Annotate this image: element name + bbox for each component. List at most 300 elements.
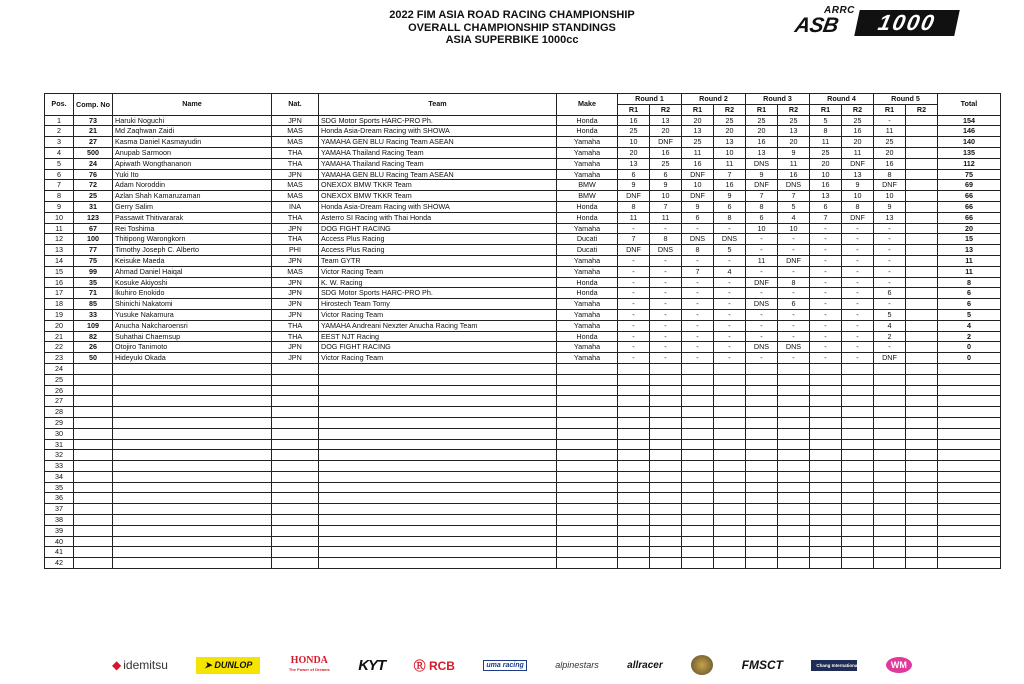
total-points-cell: 146 (938, 126, 1001, 137)
race-result-cell: - (618, 288, 650, 299)
make-cell: Yamaha (557, 223, 618, 234)
race-result-cell: - (650, 288, 682, 299)
race-result-cell: - (778, 309, 810, 320)
race-result-cell: - (650, 353, 682, 364)
empty-cell (842, 374, 874, 385)
table-row (45, 299, 1001, 310)
race-result-cell: - (842, 320, 874, 331)
empty-cell (319, 363, 557, 374)
rider-name-cell: Thitipong Warongkorn (113, 234, 272, 245)
empty-cell (272, 471, 319, 482)
empty-cell (682, 407, 714, 418)
empty-cell (272, 515, 319, 526)
empty-cell (113, 493, 272, 504)
empty-cell (842, 396, 874, 407)
pos-cell: 35 (45, 482, 74, 493)
race-result-cell: 16 (682, 158, 714, 169)
empty-cell (938, 482, 1001, 493)
empty-cell (906, 504, 938, 515)
empty-cell (319, 450, 557, 461)
nationality-cell: MAS (272, 137, 319, 148)
pos-cell: 28 (45, 407, 74, 418)
col-header-round-4-r2: R2 (842, 104, 874, 115)
empty-cell (272, 374, 319, 385)
empty-table-row (45, 461, 1001, 472)
empty-cell (557, 439, 618, 450)
empty-cell (938, 515, 1001, 526)
race-result-cell: - (842, 353, 874, 364)
empty-cell (319, 396, 557, 407)
sponsor-label: alpinestars (555, 660, 599, 670)
nationality-cell: JPN (272, 288, 319, 299)
empty-cell (557, 396, 618, 407)
race-result-cell: 7 (778, 191, 810, 202)
empty-cell (272, 363, 319, 374)
empty-cell (746, 396, 778, 407)
race-result-cell: 25 (874, 137, 906, 148)
race-result-cell: - (842, 266, 874, 277)
nationality-cell: JPN (272, 353, 319, 364)
table-row (45, 115, 1001, 126)
race-result-cell: - (682, 320, 714, 331)
empty-cell (272, 407, 319, 418)
empty-cell (682, 504, 714, 515)
sponsor-strip (112, 652, 912, 678)
empty-cell (618, 407, 650, 418)
empty-cell (842, 417, 874, 428)
race-result-cell: 4 (778, 212, 810, 223)
nationality-cell: THA (272, 147, 319, 158)
race-result-cell: DNF (842, 158, 874, 169)
race-result-cell: 5 (778, 201, 810, 212)
race-result-cell: - (682, 299, 714, 310)
empty-cell (618, 428, 650, 439)
race-result-cell: 7 (746, 191, 778, 202)
empty-table-row (45, 558, 1001, 569)
empty-cell (618, 504, 650, 515)
empty-cell (682, 471, 714, 482)
make-cell: Yamaha (557, 299, 618, 310)
race-result-cell (906, 266, 938, 277)
empty-cell (938, 428, 1001, 439)
rider-name-cell: Azlan Shah Kamaruzaman (113, 191, 272, 202)
nationality-cell: INA (272, 201, 319, 212)
race-result-cell: - (810, 299, 842, 310)
empty-cell (906, 396, 938, 407)
total-points-cell: 5 (938, 309, 1001, 320)
race-result-cell: 7 (810, 212, 842, 223)
comp-no-cell: 77 (74, 245, 113, 256)
nationality-cell: PHI (272, 245, 319, 256)
empty-cell (557, 428, 618, 439)
asb1000-logo (795, 5, 960, 37)
race-result-cell: 11 (650, 212, 682, 223)
sponsor-logo-honda (289, 656, 330, 674)
table-row (45, 245, 1001, 256)
sponsor-label: idemitsu (123, 658, 168, 672)
empty-cell (874, 515, 906, 526)
empty-cell (810, 504, 842, 515)
col-header-round-2: Round 2 (682, 94, 746, 105)
sponsor-label: FMSCT (741, 658, 783, 672)
comp-no-cell: 76 (74, 169, 113, 180)
empty-cell (618, 471, 650, 482)
race-result-cell: - (714, 342, 746, 353)
comp-no-cell: 85 (74, 299, 113, 310)
empty-cell (557, 385, 618, 396)
col-header-total: Total (938, 94, 1001, 116)
race-result-cell: - (778, 234, 810, 245)
empty-cell (778, 461, 810, 472)
empty-cell (842, 407, 874, 418)
race-result-cell: 8 (650, 234, 682, 245)
nationality-cell: THA (272, 212, 319, 223)
empty-cell (557, 547, 618, 558)
team-cell: YAMAHA Thailand Racing Team (319, 158, 557, 169)
race-result-cell: - (714, 331, 746, 342)
empty-cell (938, 471, 1001, 482)
pos-cell: 5 (45, 158, 74, 169)
race-result-cell: - (650, 309, 682, 320)
race-result-cell: - (810, 255, 842, 266)
race-result-cell: 25 (810, 147, 842, 158)
empty-cell (906, 407, 938, 418)
empty-cell (113, 504, 272, 515)
empty-cell (874, 558, 906, 569)
pos-cell: 40 (45, 536, 74, 547)
pos-cell: 16 (45, 277, 74, 288)
race-result-cell: - (874, 277, 906, 288)
team-cell: YAMAHA GEN BLU Racing Team ASEAN (319, 169, 557, 180)
empty-cell (874, 385, 906, 396)
race-result-cell: - (714, 223, 746, 234)
empty-cell (618, 385, 650, 396)
empty-cell (650, 461, 682, 472)
rider-name-cell: Ikuhiro Enokido (113, 288, 272, 299)
race-result-cell: 20 (746, 126, 778, 137)
empty-cell (272, 450, 319, 461)
empty-cell (842, 428, 874, 439)
race-result-cell: - (810, 331, 842, 342)
empty-cell (557, 471, 618, 482)
empty-cell (938, 547, 1001, 558)
race-result-cell: 16 (746, 137, 778, 148)
empty-cell (778, 396, 810, 407)
race-result-cell: - (810, 309, 842, 320)
empty-cell (650, 536, 682, 547)
team-cell: ONEXOX BMW TKKR Team (319, 191, 557, 202)
empty-table-row (45, 374, 1001, 385)
empty-cell (714, 374, 746, 385)
race-result-cell: 25 (618, 126, 650, 137)
empty-table-row (45, 450, 1001, 461)
race-result-cell: 6 (650, 169, 682, 180)
race-result-cell: - (682, 309, 714, 320)
empty-cell (842, 471, 874, 482)
total-points-cell: 0 (938, 342, 1001, 353)
empty-cell (810, 547, 842, 558)
race-result-cell (906, 234, 938, 245)
col-header-round-1: Round 1 (618, 94, 682, 105)
pos-cell: 26 (45, 385, 74, 396)
empty-cell (650, 374, 682, 385)
sponsor-logo-kyt (358, 657, 385, 674)
empty-cell (874, 525, 906, 536)
empty-cell (938, 439, 1001, 450)
empty-cell (906, 428, 938, 439)
empty-cell (906, 374, 938, 385)
empty-cell (650, 482, 682, 493)
pos-cell: 33 (45, 461, 74, 472)
rider-name-cell: Anupab Sarmoon (113, 147, 272, 158)
race-result-cell: DNF (842, 212, 874, 223)
sponsor-label: KYT (358, 656, 386, 674)
race-result-cell (906, 223, 938, 234)
pos-cell: 12 (45, 234, 74, 245)
empty-cell (714, 417, 746, 428)
race-result-cell: - (618, 277, 650, 288)
nationality-cell: JPN (272, 277, 319, 288)
sponsor-label: HONDA (290, 655, 328, 666)
race-result-cell: - (746, 245, 778, 256)
race-result-cell: 13 (682, 126, 714, 137)
empty-cell (74, 439, 113, 450)
race-result-cell: - (618, 342, 650, 353)
empty-cell (618, 363, 650, 374)
sponsor-logo-rcb (414, 657, 455, 674)
col-header-round-3: Round 3 (746, 94, 810, 105)
rcb-mark-icon: Ⓡ (413, 658, 429, 673)
empty-cell (938, 374, 1001, 385)
race-result-cell: 7 (682, 266, 714, 277)
race-result-cell: - (874, 223, 906, 234)
empty-cell (906, 439, 938, 450)
race-result-cell: - (810, 223, 842, 234)
empty-table-row (45, 471, 1001, 482)
race-result-cell: - (682, 288, 714, 299)
race-result-cell (906, 299, 938, 310)
empty-cell (113, 428, 272, 439)
empty-cell (746, 525, 778, 536)
nationality-cell: MAS (272, 266, 319, 277)
race-result-cell: 9 (650, 180, 682, 191)
empty-cell (650, 547, 682, 558)
empty-cell (906, 536, 938, 547)
empty-cell (906, 547, 938, 558)
empty-cell (938, 417, 1001, 428)
race-result-cell: 8 (842, 201, 874, 212)
race-result-cell: DNS (746, 299, 778, 310)
race-result-cell: 20 (874, 147, 906, 158)
race-result-cell (906, 320, 938, 331)
race-result-cell: 25 (682, 137, 714, 148)
race-result-cell: 11 (714, 158, 746, 169)
empty-cell (874, 450, 906, 461)
empty-table-row (45, 439, 1001, 450)
empty-cell (746, 536, 778, 547)
pos-cell: 9 (45, 201, 74, 212)
race-result-cell: - (618, 266, 650, 277)
race-result-cell: 6 (714, 201, 746, 212)
empty-cell (113, 385, 272, 396)
rider-name-cell: Md Zaqhwan Zaidi (113, 126, 272, 137)
empty-cell (74, 363, 113, 374)
empty-cell (874, 396, 906, 407)
empty-cell (906, 417, 938, 428)
race-result-cell: - (746, 331, 778, 342)
empty-cell (842, 461, 874, 472)
logo-1000-text: 1000 (854, 10, 960, 36)
empty-cell (842, 482, 874, 493)
sponsor-logo-uma (483, 660, 526, 671)
nationality-cell: THA (272, 158, 319, 169)
col-header-round-2-r1: R1 (682, 104, 714, 115)
table-row (45, 309, 1001, 320)
race-result-cell: 6 (618, 169, 650, 180)
empty-cell (113, 461, 272, 472)
race-result-cell: 7 (650, 201, 682, 212)
empty-cell (74, 450, 113, 461)
empty-cell (682, 558, 714, 569)
rider-name-cell: Anucha Nakcharoensri (113, 320, 272, 331)
race-result-cell: - (874, 234, 906, 245)
empty-cell (319, 385, 557, 396)
nationality-cell: JPN (272, 342, 319, 353)
rider-name-cell: Hideyuki Okada (113, 353, 272, 364)
header-row-1 (45, 94, 1001, 105)
comp-no-cell: 24 (74, 158, 113, 169)
pos-cell: 30 (45, 428, 74, 439)
race-result-cell: DNS (682, 234, 714, 245)
race-result-cell (906, 191, 938, 202)
empty-cell (810, 482, 842, 493)
empty-cell (618, 461, 650, 472)
comp-no-cell: 75 (74, 255, 113, 266)
race-result-cell: - (874, 299, 906, 310)
empty-cell (714, 396, 746, 407)
sponsor-logo-alpinestars (555, 660, 599, 670)
race-result-cell: - (778, 353, 810, 364)
pos-cell: 23 (45, 353, 74, 364)
race-result-cell: 16 (842, 126, 874, 137)
empty-table-row (45, 525, 1001, 536)
team-cell: DOG FIGHT RACING (319, 342, 557, 353)
rider-name-cell: Otojiro Tanimoto (113, 342, 272, 353)
empty-cell (319, 461, 557, 472)
empty-cell (938, 525, 1001, 536)
race-result-cell (906, 353, 938, 364)
race-result-cell (906, 158, 938, 169)
race-result-cell: DNF (746, 180, 778, 191)
total-points-cell: 0 (938, 353, 1001, 364)
empty-cell (682, 450, 714, 461)
race-result-cell: 25 (714, 115, 746, 126)
race-result-cell: 16 (650, 147, 682, 158)
race-result-cell: 11 (746, 255, 778, 266)
race-result-cell: - (842, 245, 874, 256)
empty-cell (272, 461, 319, 472)
race-result-cell: DNS (746, 342, 778, 353)
rider-name-cell: Timothy Joseph C. Alberto (113, 245, 272, 256)
sponsor-label: allracer (627, 659, 663, 671)
race-result-cell: 4 (874, 320, 906, 331)
race-result-cell: - (778, 331, 810, 342)
title-line-1: 2022 FIM ASIA ROAD RACING CHAMPIONSHIP (389, 9, 635, 21)
race-result-cell: - (714, 299, 746, 310)
empty-cell (874, 504, 906, 515)
team-cell: Access Plus Racing (319, 245, 557, 256)
empty-cell (714, 558, 746, 569)
sponsor-label: DUNLOP (214, 659, 253, 670)
total-points-cell: 13 (938, 245, 1001, 256)
empty-cell (810, 363, 842, 374)
make-cell: Yamaha (557, 147, 618, 158)
rider-name-cell: Gerry Salim (113, 201, 272, 212)
pos-cell: 18 (45, 299, 74, 310)
race-result-cell: - (746, 320, 778, 331)
title-line-2: OVERALL CHAMPIONSHIP STANDINGS (408, 21, 616, 34)
empty-cell (557, 417, 618, 428)
empty-cell (778, 385, 810, 396)
race-result-cell (906, 277, 938, 288)
race-result-cell: - (746, 309, 778, 320)
race-result-cell: 8 (778, 277, 810, 288)
empty-cell (650, 504, 682, 515)
team-cell: YAMAHA GEN BLU Racing Team ASEAN (319, 137, 557, 148)
empty-cell (682, 493, 714, 504)
pos-cell: 2 (45, 126, 74, 137)
make-cell: Ducati (557, 245, 618, 256)
empty-cell (113, 450, 272, 461)
make-cell: Honda (557, 115, 618, 126)
race-result-cell: - (650, 320, 682, 331)
race-result-cell: - (810, 245, 842, 256)
col-header-name: Name (113, 94, 272, 116)
empty-cell (319, 482, 557, 493)
race-result-cell (906, 342, 938, 353)
race-result-cell: - (618, 309, 650, 320)
race-result-cell: - (810, 288, 842, 299)
empty-cell (682, 428, 714, 439)
pos-cell: 37 (45, 504, 74, 515)
race-result-cell: DNS (778, 342, 810, 353)
race-result-cell: 9 (842, 180, 874, 191)
empty-cell (74, 374, 113, 385)
race-result-cell: DNF (874, 180, 906, 191)
race-result-cell: DNS (746, 158, 778, 169)
empty-cell (778, 450, 810, 461)
comp-no-cell: 82 (74, 331, 113, 342)
race-result-cell: - (778, 288, 810, 299)
comp-no-cell: 25 (74, 191, 113, 202)
idemitsu-mark-icon: ◆ (112, 658, 122, 672)
col-header-round-3-r2: R2 (778, 104, 810, 115)
nationality-cell: JPN (272, 169, 319, 180)
race-result-cell: 6 (746, 212, 778, 223)
race-result-cell: - (682, 255, 714, 266)
total-points-cell: 140 (938, 137, 1001, 148)
empty-cell (778, 374, 810, 385)
rider-name-cell: Yusuke Nakamura (113, 309, 272, 320)
make-cell: Yamaha (557, 266, 618, 277)
rider-name-cell: Suhathai Chaemsup (113, 331, 272, 342)
empty-cell (650, 493, 682, 504)
empty-cell (938, 504, 1001, 515)
empty-table-row (45, 493, 1001, 504)
empty-cell (714, 482, 746, 493)
race-result-cell: - (618, 320, 650, 331)
race-result-cell: - (746, 234, 778, 245)
